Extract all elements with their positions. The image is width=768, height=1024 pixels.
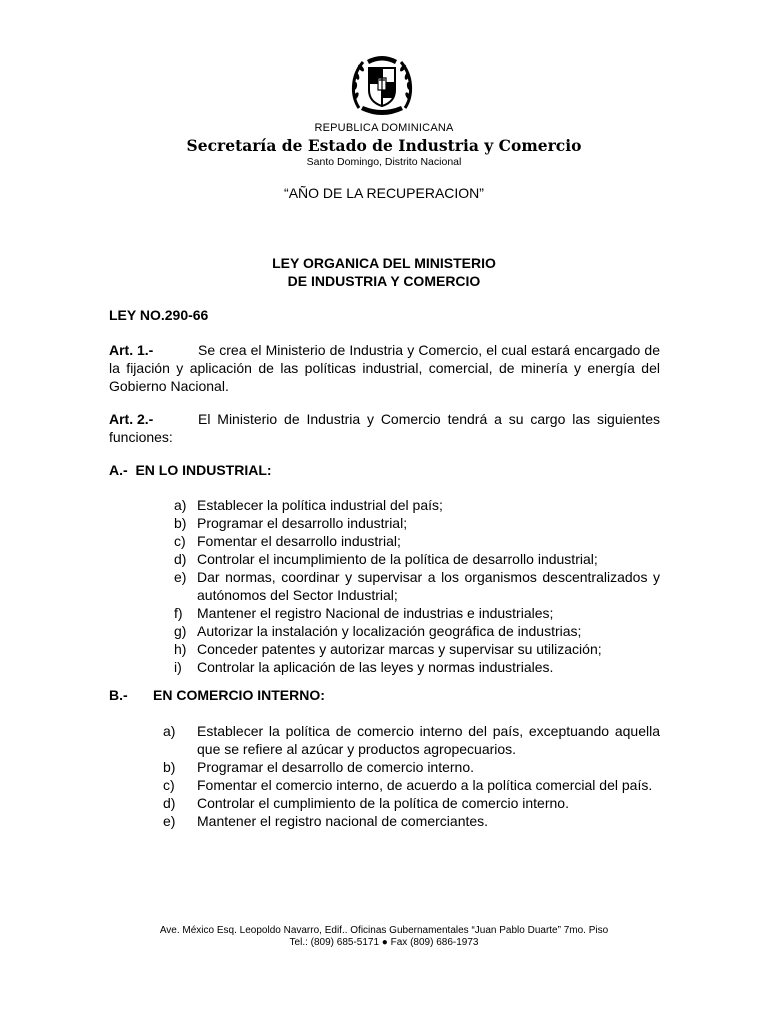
list-item-marker: a) bbox=[163, 723, 176, 739]
section-a-heading bbox=[109, 462, 272, 478]
list-item-text: Controlar el incumplimiento de la política de desarrollo industrial; bbox=[197, 551, 598, 567]
city-name: Santo Domingo, Distrito Nacional bbox=[306, 156, 462, 168]
list-item-text: Mantener el registro nacional de comerciantes. bbox=[197, 813, 489, 829]
footer bbox=[0, 925, 768, 949]
footer-address: Ave. México Esq. Leopoldo Navarro, Edif.. Oficinas Gubernamentales “Juan Pablo Duarte” 7mo. Piso bbox=[159, 925, 609, 936]
list-item-text: Controlar la aplicación de las leyes y normas industriales. bbox=[197, 659, 554, 675]
list-item-marker: f) bbox=[174, 605, 183, 621]
list-item-text: Mantener el registro Nacional de industrias e industriales; bbox=[197, 605, 554, 621]
list-item bbox=[174, 550, 660, 568]
list-item-marker: g) bbox=[174, 623, 187, 639]
coat-of-arms-icon bbox=[347, 50, 417, 120]
list-item-marker: d) bbox=[163, 795, 176, 811]
list-item-text: Fomentar el comercio interno, de acuerdo a la política comercial del país. bbox=[197, 777, 653, 793]
list-item-marker: i) bbox=[174, 659, 182, 675]
article-1-text: Se crea el Ministerio de Industria y Comercio, el cual estará encargado de la fijación y aplicación de las políticas industrial, comercial, de minería y energía del Gobierno Nacional. bbox=[109, 342, 660, 394]
list-item-marker: c) bbox=[163, 777, 175, 793]
law-number: LEY NO.290-66 bbox=[109, 307, 209, 323]
list-item-marker: d) bbox=[174, 551, 187, 567]
article-1 bbox=[109, 341, 660, 395]
list-item bbox=[174, 604, 660, 622]
list-item bbox=[163, 758, 660, 776]
list-item bbox=[174, 568, 660, 604]
list-item-text: Autorizar la instalación y localización geográfica de industrias; bbox=[197, 623, 582, 639]
list-item bbox=[174, 622, 660, 640]
article-2-text: El Ministerio de Industria y Comercio tendrá a su cargo las siguientes funciones: bbox=[109, 411, 660, 445]
section-a-list bbox=[174, 496, 660, 676]
list-item bbox=[163, 722, 660, 758]
list-item-text: Conceder patentes y autorizar marcas y supervisar su utilización; bbox=[197, 641, 602, 657]
list-item bbox=[174, 496, 660, 514]
list-item bbox=[174, 532, 660, 550]
section-a-prefix: A.- bbox=[109, 462, 128, 478]
list-item-text: Controlar el cumplimiento de la política de comercio interno. bbox=[197, 795, 569, 811]
list-item bbox=[163, 776, 660, 794]
list-item-marker: e) bbox=[163, 813, 176, 829]
section-a-title: EN LO INDUSTRIAL: bbox=[135, 462, 272, 478]
secretariat-name: Secretaría de Estado de Industria y Comercio bbox=[186, 136, 582, 155]
list-item-text: Fomentar el desarrollo industrial; bbox=[197, 533, 401, 549]
article-2-label: Art. 2.- bbox=[109, 411, 154, 427]
list-item bbox=[174, 640, 660, 658]
list-item bbox=[174, 514, 660, 532]
country-name: REPUBLICA DOMINICANA bbox=[314, 122, 454, 134]
list-item-text: Establecer la política industrial del país; bbox=[197, 497, 443, 513]
list-item-marker: b) bbox=[174, 515, 187, 531]
section-b-prefix: B.- bbox=[109, 687, 128, 703]
year-motto: “AÑO DE LA RECUPERACION” bbox=[284, 185, 484, 201]
list-item-marker: e) bbox=[174, 569, 187, 585]
section-b-title: EN COMERCIO INTERNO: bbox=[153, 687, 325, 703]
list-item-text: Establecer la política de comercio interno del país, exceptuando aquella que se refiere al azúcar y productos agropecuarios. bbox=[197, 723, 660, 757]
list-item-marker: c) bbox=[174, 533, 186, 549]
title-line-2: DE INDUSTRIA Y COMERCIO bbox=[287, 273, 481, 289]
list-item bbox=[163, 812, 660, 830]
footer-phone: Tel.: (809) 685-5171 ● Fax (809) 686-1973 bbox=[289, 937, 479, 948]
list-item-text: Programar el desarrollo de comercio interno. bbox=[197, 759, 475, 775]
list-item-text: Programar el desarrollo industrial; bbox=[197, 515, 408, 531]
list-item bbox=[174, 658, 660, 676]
title-line-1: LEY ORGANICA DEL MINISTERIO bbox=[272, 255, 496, 271]
list-item bbox=[163, 794, 660, 812]
list-item-text: Dar normas, coordinar y supervisar a los organismos descentralizados y autónomos del Sector Industrial; bbox=[197, 569, 660, 603]
list-item-marker: a) bbox=[174, 497, 187, 513]
article-2 bbox=[109, 410, 660, 446]
article-1-label: Art. 1.- bbox=[109, 342, 154, 358]
section-b-list bbox=[163, 722, 660, 830]
section-b-heading bbox=[109, 687, 325, 703]
document-title bbox=[0, 254, 768, 290]
list-item-marker: h) bbox=[174, 641, 187, 657]
list-item-marker: b) bbox=[163, 759, 176, 775]
